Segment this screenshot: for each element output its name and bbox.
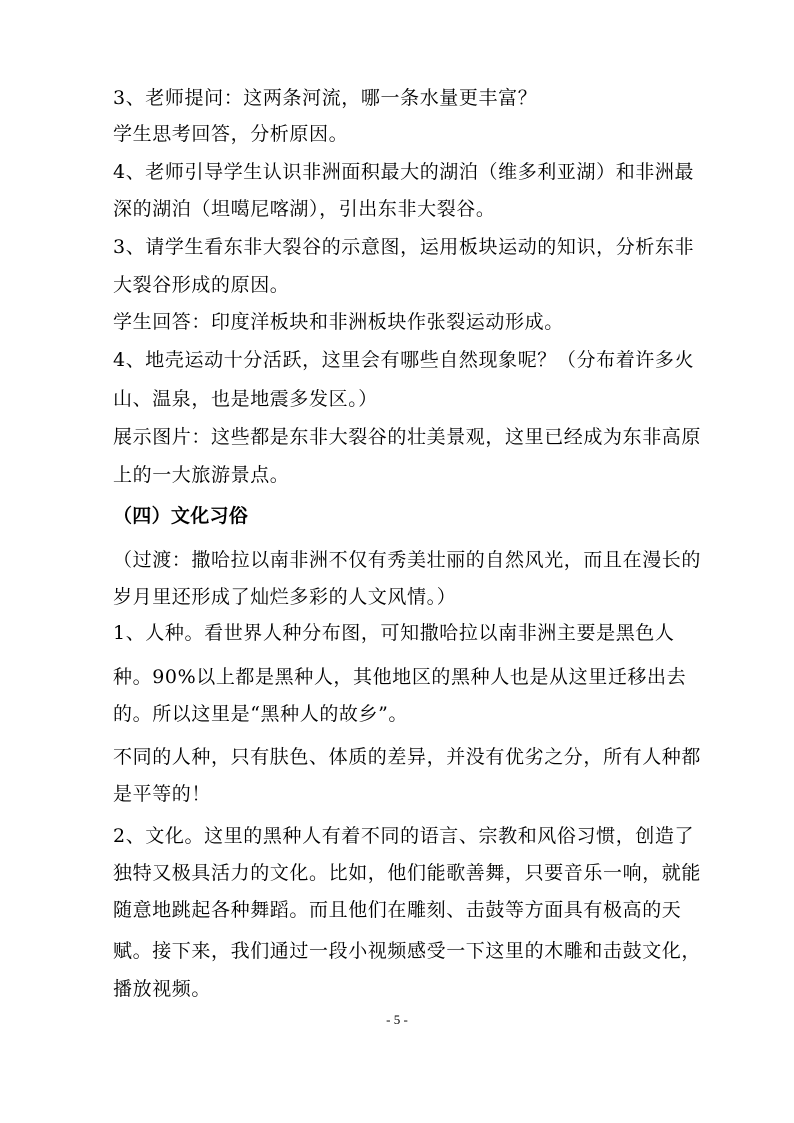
text-line: 深的湖泊（坦噶尼喀湖），引出东非大裂谷。 [113,198,496,220]
text-line: 4、老师引导学生认识非洲面积最大的湖泊（维多利亚湖）和非洲最 [113,161,695,183]
text-line: 2、文化。这里的黑种人有着不同的语言、宗教和风俗习惯，创造了 [113,825,695,847]
text-line: 种。90%以上都是黑种人，其他地区的黑种人也是从这里迁移出去 [113,666,687,688]
text-line: 的。所以这里是“黑种人的故乡”。 [113,703,409,725]
text-line: 1、人种。看世界人种分布图，可知撒哈拉以南非洲主要是黑色人 [113,622,675,644]
text-line: 岁月里还形成了灿烂多彩的人文风情。） [113,586,457,608]
text-line: 学生回答：印度洋板块和非洲板块作张裂运动形成。 [113,311,564,333]
text-line: 3、老师提问：这两条河流，哪一条水量更丰富？ [113,87,538,109]
text-line: 随意地跳起各种舞蹈。而且他们在雕刻、击鼓等方面具有极高的天 [113,899,682,921]
section-heading: （四）文化习俗 [113,505,249,527]
text-line: 展示图片：这些都是东非大裂谷的壮美景观，这里已经成为东非高原 [113,426,702,448]
text-line: 山、温泉，也是地震多发区。） [113,388,378,410]
text-line: 大裂谷形成的原因。 [113,274,290,296]
text-line: 学生思考回答，分析原因。 [113,123,349,145]
text-line: 独特又极具活力的文化。比如，他们能歌善舞，只要音乐一响，就能 [113,862,702,884]
text-line: 不同的人种，只有肤色、体质的差异，并没有优劣之分，所有人种都 [113,746,702,768]
text-line: （过渡：撒哈拉以南非洲不仅有秀美壮丽的自然风光，而且在漫长的 [113,549,702,571]
text-line: 是平等的！ [113,783,212,805]
text-line: 播放视频。 [113,978,212,1000]
text-line: 4、地壳运动十分活跃，这里会有哪些自然现象呢？（分布着许多火 [113,349,695,371]
page-number: - 5 - [386,1012,408,1027]
text-line: 赋。接下来，我们通过一段小视频感受一下这里的木雕和击鼓文化， [113,940,702,962]
text-line: 3、请学生看东非大裂谷的示意图，运用板块运动的知识，分析东非 [113,236,695,258]
text-line: 上的一大旅游景点。 [113,464,290,486]
